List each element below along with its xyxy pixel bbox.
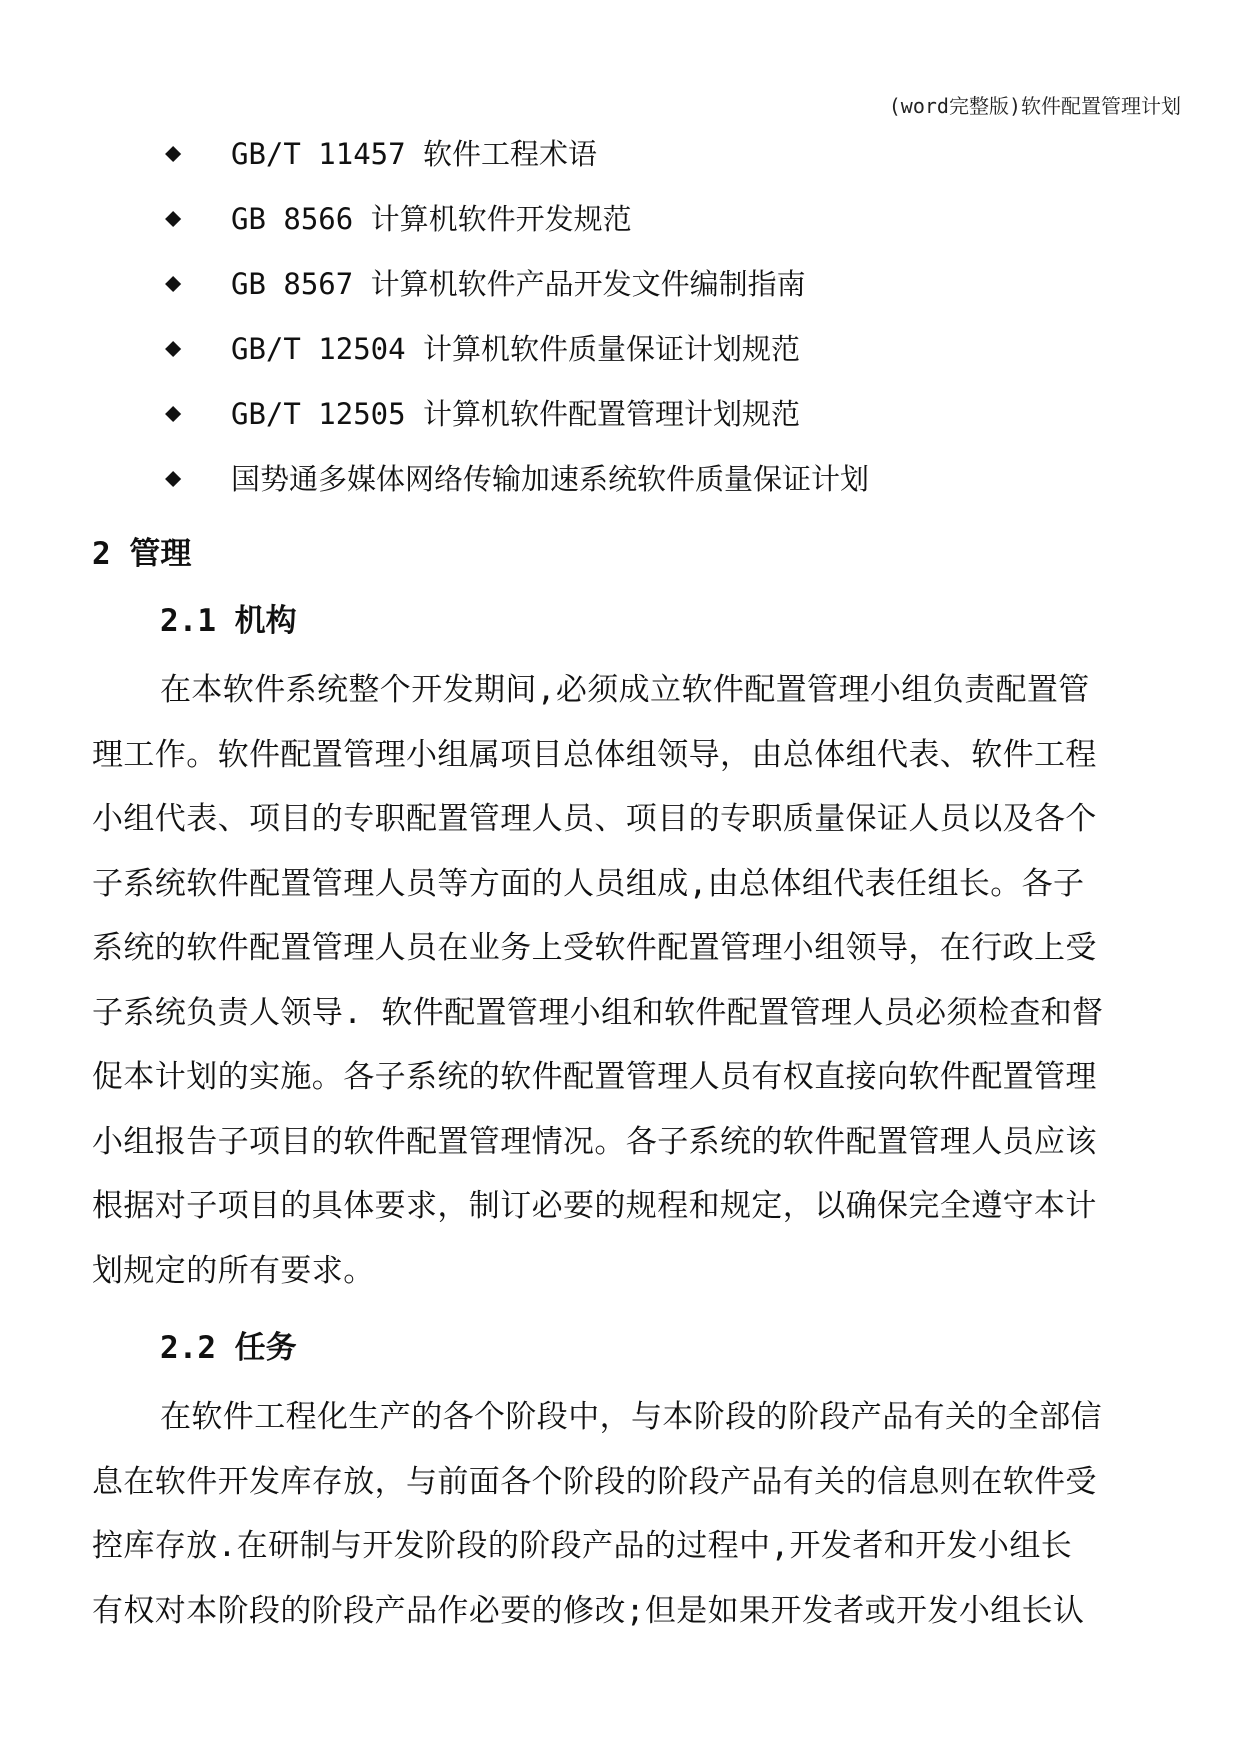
list-item [165,250,869,315]
diamond-bullet-icon: ◆ [165,332,182,363]
paragraph-line: 小组报告子项目的软件配置管理情况。各子系统的软件配置管理人员应该 [92,1123,1097,1160]
list-item-text: GB 8567 计算机软件产品开发文件编制指南 [231,267,806,301]
paragraph-line: 理工作。软件配置管理小组属项目总体组领导，由总体组代表、软件工程 [92,736,1097,773]
diamond-bullet-icon: ◆ [165,462,182,493]
tasks-paragraph [92,1385,1152,1643]
list-item [165,120,869,185]
section-heading-management: 2 管理 [92,536,192,572]
paragraph-line: 子系统负责人领导. 软件配置管理小组和软件配置管理人员必须检查和督 [92,994,1104,1031]
list-item-text: GB/T 11457 软件工程术语 [231,137,598,171]
paragraph-line: 控库存放.在研制与开发阶段的阶段产品的过程中,开发者和开发小组长 [92,1528,1073,1564]
list-item [165,185,869,250]
reference-list [165,120,869,510]
diamond-bullet-icon: ◆ [165,397,182,428]
list-item-text: GB/T 12505 计算机软件配置管理计划规范 [231,397,801,431]
paragraph-line: 促本计划的实施。各子系统的软件配置管理人员有权直接向软件配置管理 [92,1059,1097,1095]
list-item [165,445,869,510]
paragraph-line: 子系统软件配置管理人员等方面的人员组成,由总体组代表任组长。各子 [92,865,1085,902]
paragraph-line: 在本软件系统整个开发期间,必须成立软件配置管理小组负责配置管 [160,672,1090,708]
subsection-heading-tasks: 2.2 任务 [160,1330,297,1366]
paragraph-line: 息在软件开发库存放，与前面各个阶段的阶段产品有关的信息则在软件受 [92,1463,1097,1500]
page-header: (word完整版)软件配置管理计划 [888,94,1181,118]
paragraph-line: 根据对子项目的具体要求，制订必要的规程和规定，以确保完全遵守本计 [92,1188,1097,1224]
list-item-text: GB 8566 计算机软件开发规范 [231,202,632,236]
paragraph-line: 有权对本阶段的阶段产品作必要的修改;但是如果开发者或开发小组长认 [92,1592,1085,1629]
list-item [165,315,869,380]
diamond-bullet-icon: ◆ [165,267,182,298]
list-item [165,380,869,445]
paragraph-line: 小组代表、项目的专职配置管理人员、项目的专职质量保证人员以及各个 [92,801,1097,837]
subsection-heading-organization: 2.1 机构 [160,603,297,639]
paragraph-line: 在软件工程化生产的各个阶段中，与本阶段的阶段产品有关的全部信 [160,1399,1102,1435]
paragraph-line: 划规定的所有要求。 [92,1252,375,1289]
list-item-text: 国势通多媒体网络传输加速系统软件质量保证计划 [231,462,870,496]
list-item-text: GB/T 12504 计算机软件质量保证计划规范 [231,332,801,366]
diamond-bullet-icon: ◆ [165,137,182,168]
diamond-bullet-icon: ◆ [165,202,182,233]
organization-paragraph [92,658,1152,1303]
paragraph-line: 系统的软件配置管理人员在业务上受软件配置管理小组领导，在行政上受 [92,930,1097,966]
